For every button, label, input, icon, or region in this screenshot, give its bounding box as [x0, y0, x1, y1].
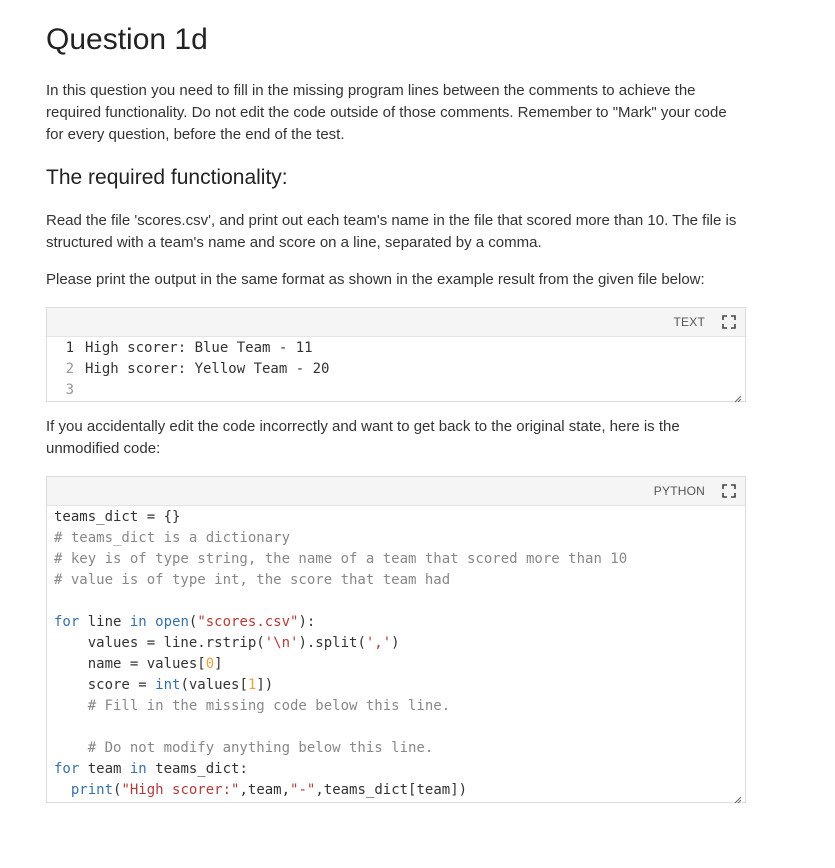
line-number: 1 — [65, 340, 74, 356]
code-header — [47, 477, 745, 506]
code-line[interactable] — [47, 380, 745, 401]
code-token: int — [155, 677, 181, 693]
code-token: ( — [113, 782, 122, 798]
code-token: for — [54, 614, 80, 630]
code-token: ): — [298, 614, 316, 630]
output-instruction: Please print the output in the same format as shown in the example result from the given file below: — [46, 271, 705, 288]
line-number: 2 — [65, 361, 74, 377]
intro-paragraph: In this question you need to fill in the missing program lines between the comments to achieve the required functionality. Do not edit the code outside of those comments. Remember to "Mark" your code for every question, before the end of the test. — [46, 82, 727, 143]
code-token: "scores.csv" — [197, 614, 299, 630]
code-token: in — [129, 614, 147, 630]
restore-note: If you accidentally edit the code incorrectly and want to get back to the original state, here is the unmodified code: — [46, 418, 680, 457]
section-heading: The required functionality: — [46, 166, 288, 189]
code-token: "High scorer:" — [121, 782, 240, 798]
page-title: Question 1d — [46, 23, 208, 56]
code-editor[interactable] — [47, 337, 745, 401]
language-label: PYTHON — [653, 484, 705, 498]
fullscreen-icon[interactable] — [722, 484, 736, 498]
code-line[interactable] — [47, 507, 745, 528]
code-header — [47, 308, 745, 337]
code-text: High scorer: Yellow Team - 20 — [85, 361, 330, 377]
code-token: '\n' — [264, 635, 299, 651]
code-line[interactable] — [47, 675, 745, 696]
code-line[interactable] — [47, 654, 745, 675]
code-token: in — [129, 761, 147, 777]
code-token: name = values[ — [54, 656, 206, 672]
code-token: 0 — [205, 656, 215, 672]
code-text: High scorer: Blue Team - 11 — [85, 340, 313, 356]
code-token: teams_dict = {} — [54, 509, 181, 525]
code-line[interactable] — [47, 759, 745, 780]
code-token: print — [70, 782, 114, 798]
code-line[interactable] — [47, 338, 745, 359]
code-token: teams_dict: — [146, 761, 248, 777]
code-line[interactable] — [47, 780, 745, 801]
code-line[interactable] — [47, 717, 745, 738]
code-token — [147, 614, 155, 630]
code-line[interactable] — [47, 528, 745, 549]
code-token: line — [79, 614, 130, 630]
code-token: ',' — [365, 635, 392, 651]
code-line[interactable] — [47, 696, 745, 717]
code-line[interactable] — [47, 738, 745, 759]
resize-handle-icon[interactable] — [733, 389, 742, 398]
code-editor[interactable] — [47, 506, 745, 802]
code-token: ,team, — [239, 782, 291, 798]
example-output-block[interactable] — [46, 307, 746, 402]
code-line[interactable] — [47, 570, 745, 591]
code-line[interactable] — [47, 359, 745, 380]
code-token: (values[ — [180, 677, 248, 693]
code-token: ( — [188, 614, 198, 630]
line-number: 3 — [65, 382, 74, 398]
code-token: for — [54, 761, 80, 777]
code-token: # key is of type string, the name of a team that scored more than 10 — [54, 551, 628, 567]
original-code-block[interactable] — [46, 476, 746, 803]
code-token: # value is of type int, the score that team had — [54, 572, 451, 588]
description-paragraph: Read the file 'scores.csv', and print out each team's name in the file that scored more than 10. The file is structured with a team's name and score on a line, separated by a comma. — [46, 212, 737, 251]
code-token: values = line.rstrip( — [54, 635, 265, 651]
code-token: open — [155, 614, 189, 630]
code-token: # Fill in the missing code below this line. — [54, 698, 451, 714]
code-token: # teams_dict is a dictionary — [54, 530, 291, 546]
fullscreen-icon[interactable] — [722, 315, 736, 329]
code-line[interactable] — [47, 633, 745, 654]
code-token: ]) — [256, 677, 274, 693]
code-token: ,teams_dict[team]) — [315, 782, 468, 798]
code-token — [54, 782, 71, 798]
code-token: team — [79, 761, 130, 777]
resize-handle-icon[interactable] — [733, 790, 742, 799]
code-line[interactable] — [47, 549, 745, 570]
code-token: score = — [54, 677, 156, 693]
code-token: ] — [214, 656, 223, 672]
code-token: "-" — [290, 782, 316, 798]
code-token: # Do not modify anything below this line. — [54, 740, 434, 756]
code-token: ).split( — [298, 635, 366, 651]
code-line[interactable] — [47, 612, 745, 633]
code-line[interactable] — [47, 591, 745, 612]
code-token: ) — [391, 635, 400, 651]
code-token: 1 — [247, 677, 257, 693]
language-label: TEXT — [673, 315, 705, 329]
